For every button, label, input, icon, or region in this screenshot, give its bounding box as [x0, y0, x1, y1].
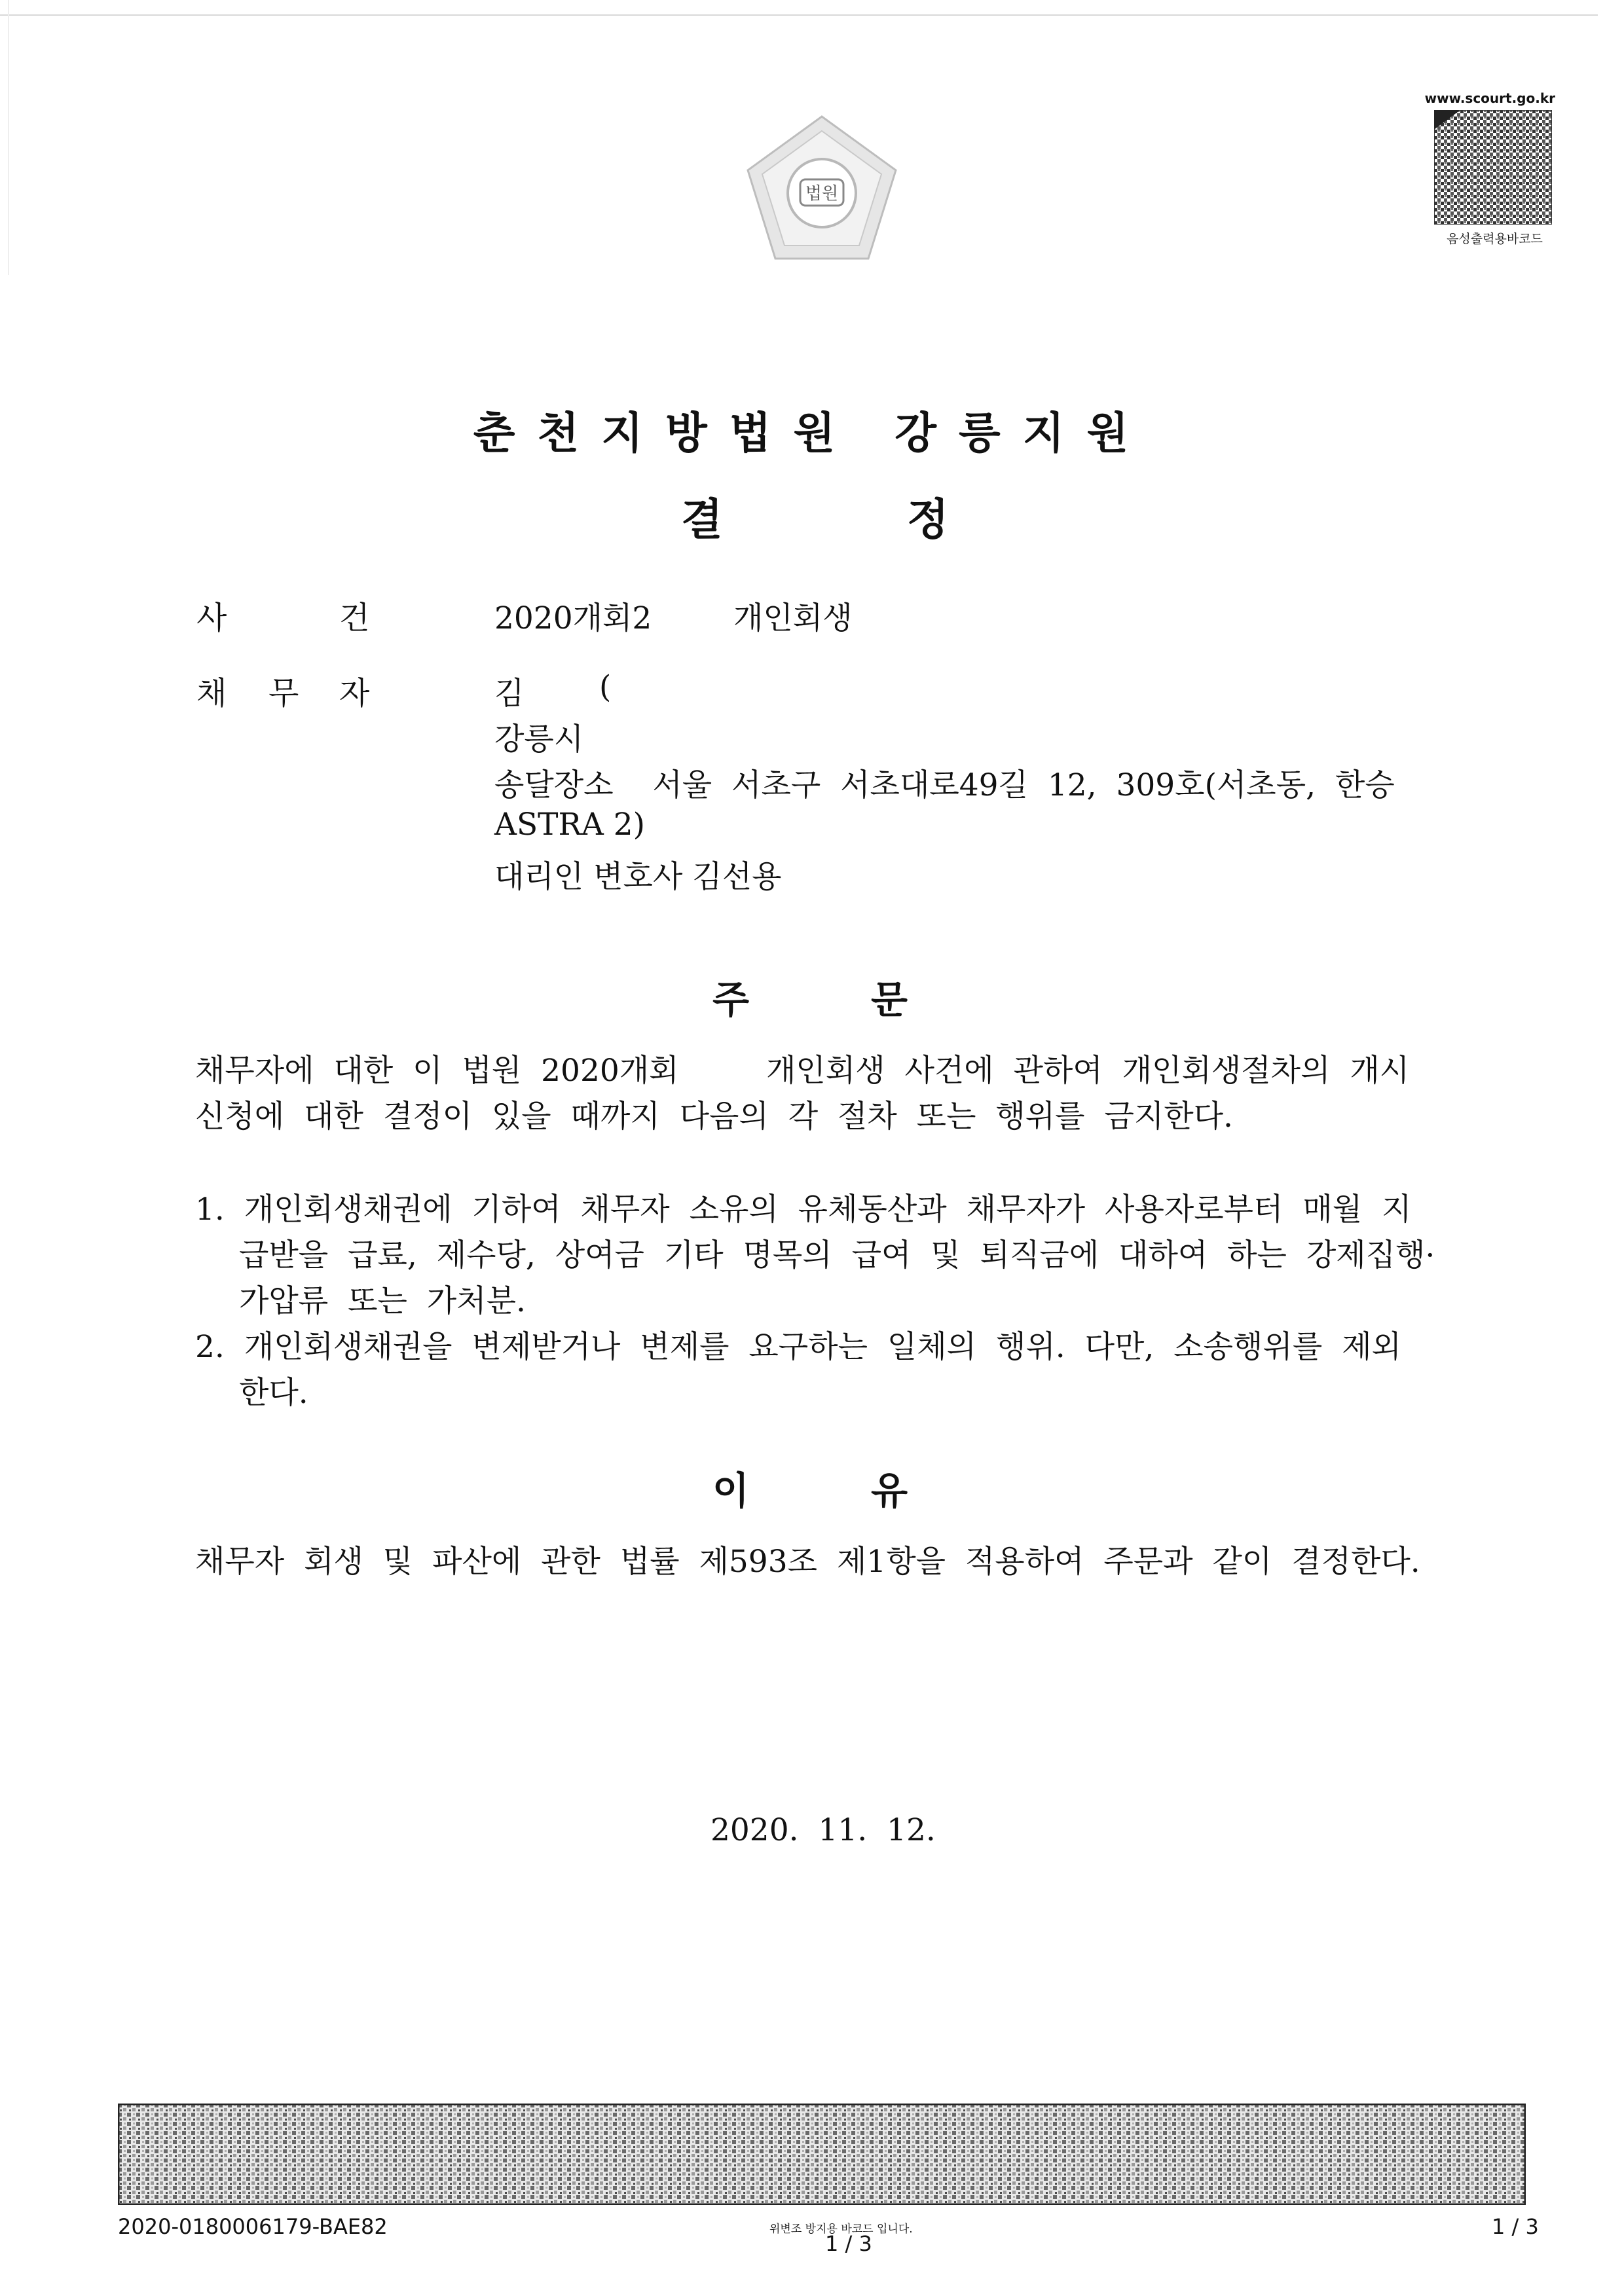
order-heading-2: 문: [871, 977, 908, 1022]
scan-edge-left: [8, 0, 9, 275]
scan-edge-top: [0, 14, 1598, 16]
reason-heading-2: 유: [871, 1468, 908, 1513]
agent-attorney: 대리인 변호사 김선용: [494, 859, 782, 895]
document-code: 2020-0180006179-BAE82: [118, 2214, 388, 2239]
case-label-2: 건: [339, 600, 370, 636]
order-line-1a: 채무자에 대한 이 법원 2020개회: [195, 1053, 679, 1089]
debtor-name: 김: [494, 676, 525, 712]
debtor-label-3: 자: [339, 675, 370, 712]
case-label-1: 사: [196, 600, 227, 636]
order-item-1-line-1: 1. 개인회생채권에 기하여 채무자 소유의 유체동산과 채무자가 사용자로부터 매월 지: [195, 1192, 1412, 1228]
qr-caption: 음성출력용바코드: [1447, 232, 1543, 246]
barcode-notice: 위변조 방지용 바코드 입니다.: [769, 2223, 913, 2236]
qr-url: www.scourt.go.kr: [1424, 90, 1555, 106]
order-line-1b: 개인회생 사건에 관하여 개인회생절차의 개시: [766, 1053, 1410, 1089]
order-item-2-line-1: 2. 개인회생채권을 변제받거나 변제를 요구하는 일체의 행위. 다만, 소송행위를 제외: [195, 1329, 1401, 1365]
order-item-1-line-2: 급받을 급료, 제수당, 상여금 기타 명목의 급여 및 퇴직금에 대하여 하는 강제집행·: [239, 1237, 1435, 1273]
reason-text: 채무자 회생 및 파산에 관한 법률 제593조 제1항을 적용하여 주문과 같이 결정한다.: [195, 1544, 1420, 1580]
case-number: 2020개회2: [494, 600, 652, 636]
decision-date: 2020. 11. 12.: [710, 1812, 936, 1848]
debtor-label-1: 채: [196, 675, 227, 712]
order-line-2: 신청에 대한 결정이 있을 때까지 다음의 각 절차 또는 행위를 금지한다.: [195, 1099, 1233, 1135]
case-name: 개인회생: [733, 600, 853, 636]
order-heading-1: 주: [712, 977, 750, 1022]
order-item-2-line-2: 한다.: [239, 1375, 308, 1411]
debtor-address: 강릉시: [494, 721, 584, 757]
anti-forgery-barcode-icon: [118, 2104, 1526, 2205]
service-address-line-1: 송달장소 서울 서초구 서초대로49길 12, 309호(서초동, 한승: [494, 767, 1395, 803]
page-number-right: 1 / 3: [1492, 2214, 1539, 2239]
order-item-1-line-3: 가압류 또는 가처분.: [239, 1283, 526, 1319]
document-title-second: 정: [907, 494, 949, 545]
qr-code-icon: [1434, 110, 1552, 225]
page-number-center: 1 / 3: [825, 2231, 872, 2256]
reason-heading-1: 이: [712, 1468, 750, 1513]
debtor-paren: (: [599, 669, 612, 705]
service-address-line-2: ASTRA 2): [494, 807, 645, 843]
document-title-first: 결: [681, 494, 723, 545]
seal-text: 법원: [805, 184, 839, 204]
court-title: 춘천지방법원 강릉지원: [473, 408, 1151, 458]
court-seal-icon: [740, 111, 904, 268]
debtor-label-2: 무: [268, 675, 299, 712]
